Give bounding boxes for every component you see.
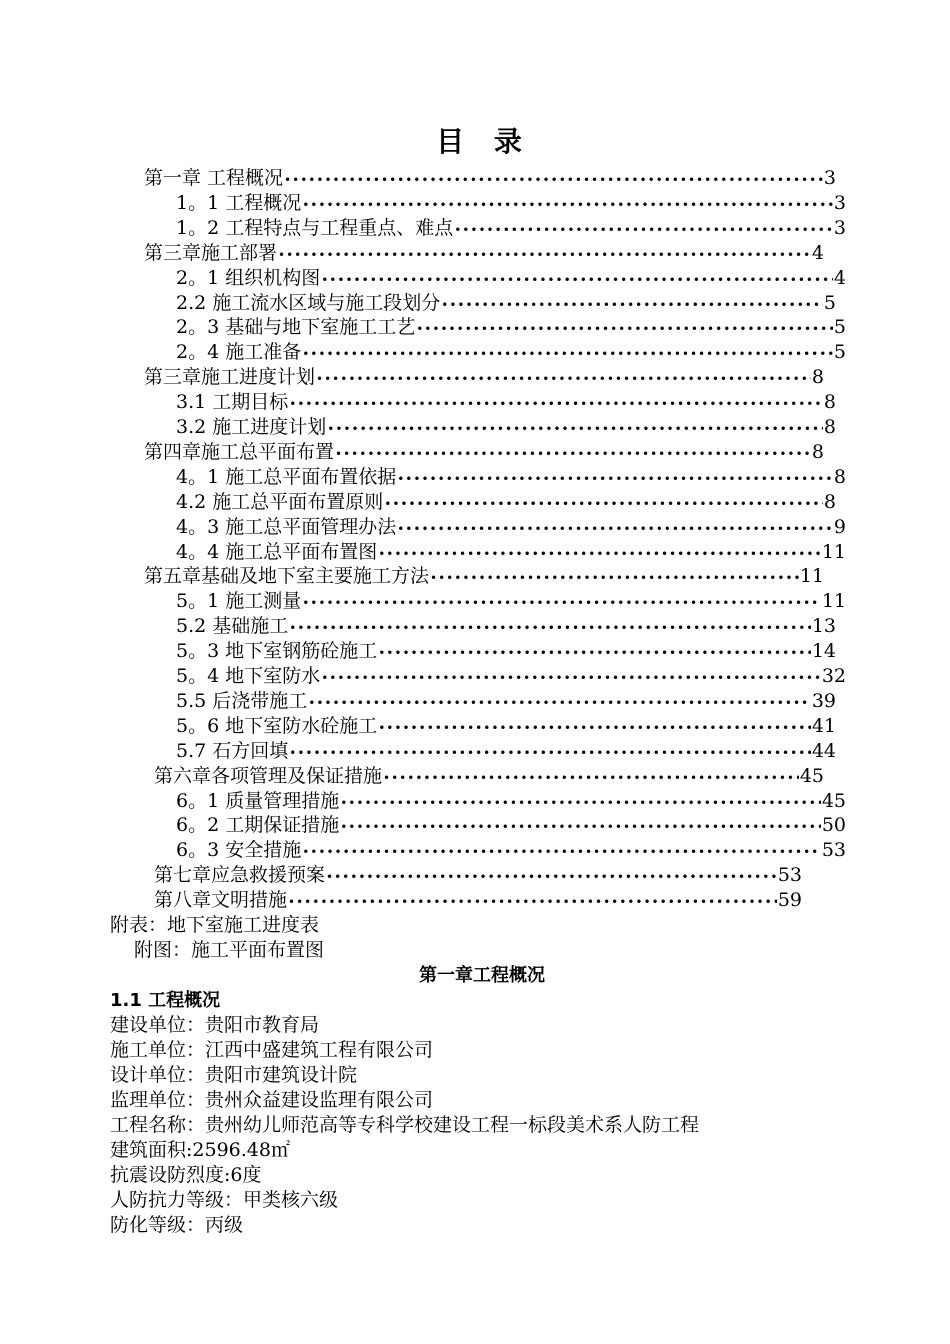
toc-entry[interactable]: [176, 789, 846, 814]
toc-entry-page: 45: [821, 789, 846, 812]
info-line-resistance: 人防抗力等级：甲类核六级: [110, 1189, 339, 1211]
toc-entry-label: 第七章应急救援预案: [154, 864, 326, 887]
toc-entry-label: 5。3 地下室钢筋砼施工: [176, 640, 378, 663]
toc-dot-leader: [326, 865, 777, 890]
toc-entry[interactable]: [154, 764, 824, 789]
info-line-contractor: 施工单位：江西中盛建筑工程有限公司: [110, 1039, 434, 1061]
toc-entry-page: 8: [811, 366, 824, 389]
toc-entry-label: 第三章施工部署: [144, 241, 278, 264]
toc-entry[interactable]: [144, 241, 824, 266]
toc-entry-label: 5.2 基础施工: [176, 615, 289, 638]
toc-entry-page: 3: [833, 216, 846, 239]
chapter-heading: 第一章工程概况: [419, 965, 545, 986]
toc-entry-label: 5.5 后浇带施工: [176, 689, 308, 712]
toc-entry-page: 45: [799, 764, 824, 787]
toc-entry[interactable]: [176, 614, 836, 639]
toc-entry-label: 第一章 工程概况: [144, 167, 284, 189]
toc-entry-page: 3: [833, 191, 846, 214]
toc-entry-label: 2.2 施工流水区域与施工段划分: [176, 291, 441, 314]
toc-entry[interactable]: [176, 291, 836, 316]
toc-entry-page: 41: [811, 714, 836, 737]
toc-entry[interactable]: [176, 589, 846, 614]
toc-entry-page: 5: [833, 341, 846, 364]
toc-entry-page: 13: [811, 615, 836, 638]
toc-entry-label: 2。1 组织机构图: [176, 266, 321, 289]
toc-dot-leader: [454, 218, 833, 243]
toc-entry-label: 3.1 工期目标: [176, 391, 289, 414]
toc-entry-page: 11: [799, 565, 824, 588]
toc-entry-label: 3.2 施工进度计划: [176, 416, 327, 438]
toc-entry-page: 3: [823, 167, 836, 189]
toc-entry[interactable]: [176, 664, 846, 689]
toc-entry-label: 2。3 基础与地下室施工工艺: [176, 316, 416, 339]
toc-entry[interactable]: [176, 465, 846, 490]
toc-entry[interactable]: [144, 365, 824, 390]
toc-dot-leader: [378, 641, 811, 666]
toc-entry-label: 第五章基础及地下室主要施工方法: [144, 565, 430, 588]
toc-entry[interactable]: [176, 515, 846, 540]
toc-dot-leader: [289, 741, 811, 766]
toc-entry-page: 5: [823, 291, 836, 314]
toc-entry-label: 1。1 工程概况: [176, 191, 302, 214]
toc-entry-page: 11: [821, 590, 846, 613]
toc-entry-page: 32: [821, 665, 846, 687]
toc-entry[interactable]: [176, 813, 846, 838]
info-line-designer: 设计单位：贵阳市建筑设计院: [110, 1064, 358, 1086]
toc-entry-page: 53: [821, 839, 846, 862]
toc-entry-label: 5。1 施工测量: [176, 590, 302, 613]
toc-entry-page: 8: [823, 416, 836, 438]
toc-entry-page: 9: [833, 515, 846, 538]
toc-entry[interactable]: [154, 863, 802, 888]
toc-entry-label: 5.7 石方回填: [176, 739, 289, 762]
toc-entry-page: 11: [821, 540, 846, 563]
toc-dot-leader: [302, 342, 833, 367]
toc-dot-leader: [340, 791, 821, 816]
toc-entry-label: 第八章文明措施: [154, 889, 288, 912]
toc-entry[interactable]: [176, 415, 836, 440]
toc-entry[interactable]: [176, 639, 836, 664]
toc-dot-leader: [302, 193, 833, 218]
toc-entry-label: 第四章施工总平面布置: [144, 440, 335, 463]
info-line-supervisor: 监理单位：贵州众益建设监理有限公司: [110, 1089, 434, 1111]
toc-dot-leader: [335, 442, 811, 467]
toc-entry[interactable]: [176, 266, 846, 291]
toc-dot-leader: [321, 268, 833, 293]
toc-entry-label: 第六章各项管理及保证措施: [154, 764, 383, 787]
toc-dot-leader: [278, 243, 811, 268]
info-line-floor-area: 建筑面积:2596.48㎡: [110, 1139, 290, 1161]
toc-entry[interactable]: [176, 714, 836, 739]
toc-entry-page: 4: [833, 266, 846, 289]
info-line-seismic: 抗震设防烈度:6度: [110, 1164, 262, 1186]
toc-entry-page: 59: [777, 889, 802, 912]
toc-dot-leader: [378, 542, 821, 567]
toc-entry[interactable]: [176, 490, 836, 515]
toc-entry-page: 44: [811, 739, 836, 762]
toc-entry-page: 4: [811, 241, 824, 264]
toc-dot-leader: [378, 716, 811, 741]
toc-entry-label: 4。4 施工总平面布置图: [176, 540, 378, 563]
toc-entry-label: 4。1 施工总平面布置依据: [176, 465, 397, 488]
toc-dot-leader: [316, 367, 811, 392]
toc-entry-page: 53: [777, 864, 802, 887]
toc-dot-leader: [340, 815, 821, 840]
toc-dot-leader: [288, 890, 777, 915]
toc-entry[interactable]: [176, 739, 836, 764]
toc-entry-label: 4.2 施工总平面布置原则: [176, 490, 384, 513]
toc-entry-label: 5。6 地下室防水砼施工: [176, 714, 378, 737]
toc-entry[interactable]: [176, 838, 846, 863]
toc-dot-leader: [441, 293, 823, 318]
toc-dot-leader: [289, 392, 823, 417]
info-line-client: 建设单位：贵阳市教育局: [110, 1014, 320, 1036]
toc-dot-leader: [302, 840, 821, 865]
toc-dot-leader: [302, 591, 821, 616]
toc-entry-label: 第三章施工进度计划: [144, 366, 316, 389]
toc-dot-leader: [327, 417, 823, 442]
toc-entry-page: 8: [823, 490, 836, 513]
toc-entry-label: 6。1 质量管理措施: [176, 789, 340, 812]
toc-dot-leader: [289, 616, 811, 641]
toc-entry-label: 6。3 安全措施: [176, 839, 302, 862]
toc-entry-page: 39: [811, 689, 836, 712]
annex-layout-plan: 附图：施工平面布置图: [134, 939, 325, 961]
toc-entry-label: 2。4 施工准备: [176, 341, 302, 364]
toc-entry-label: 4。3 施工总平面管理办法: [176, 515, 397, 538]
toc-entry-page: 5: [833, 316, 846, 339]
toc-dot-leader: [384, 492, 823, 517]
toc-entry[interactable]: [176, 540, 846, 565]
toc-entry[interactable]: [176, 315, 846, 340]
toc-entry-label: 5。4 地下室防水: [176, 665, 321, 687]
toc-entry[interactable]: [144, 166, 836, 191]
section-heading: 1.1 工程概况: [110, 990, 221, 1011]
toc-entry[interactable]: [176, 191, 846, 216]
toc-title: 目 录: [436, 125, 532, 158]
toc-entry-page: 50: [821, 814, 846, 837]
annex-schedule: 附表：地下室施工进度表: [110, 914, 320, 936]
info-line-project-name: 工程名称：贵州幼儿师范高等专科学校建设工程一标段美术系人防工程: [110, 1114, 700, 1136]
toc-dot-leader: [397, 517, 833, 542]
toc-entry-label: 6。2 工期保证措施: [176, 814, 340, 837]
toc-dot-leader: [430, 566, 799, 591]
toc-entry[interactable]: [176, 216, 846, 241]
toc-entry[interactable]: [144, 564, 824, 589]
toc-entry[interactable]: [144, 440, 824, 465]
toc-entry-label: 1。2 工程特点与工程重点、难点: [176, 216, 454, 239]
toc-entry[interactable]: [176, 340, 846, 365]
toc-entry[interactable]: [176, 390, 836, 415]
toc-dot-leader: [397, 467, 833, 492]
toc-entry[interactable]: [154, 888, 802, 913]
toc-dot-leader: [284, 168, 823, 193]
toc-dot-leader: [383, 766, 799, 791]
toc-dot-leader: [416, 317, 833, 342]
toc-entry[interactable]: [176, 689, 836, 714]
info-line-chemical: 防化等级：丙级: [110, 1214, 244, 1236]
toc-entry-page: 8: [833, 465, 846, 488]
toc-dot-leader: [321, 666, 821, 691]
toc-dot-leader: [308, 691, 811, 716]
toc-entry-page: 8: [823, 391, 836, 414]
toc-entry-page: 8: [811, 440, 824, 463]
toc-entry-page: 14: [811, 640, 836, 663]
